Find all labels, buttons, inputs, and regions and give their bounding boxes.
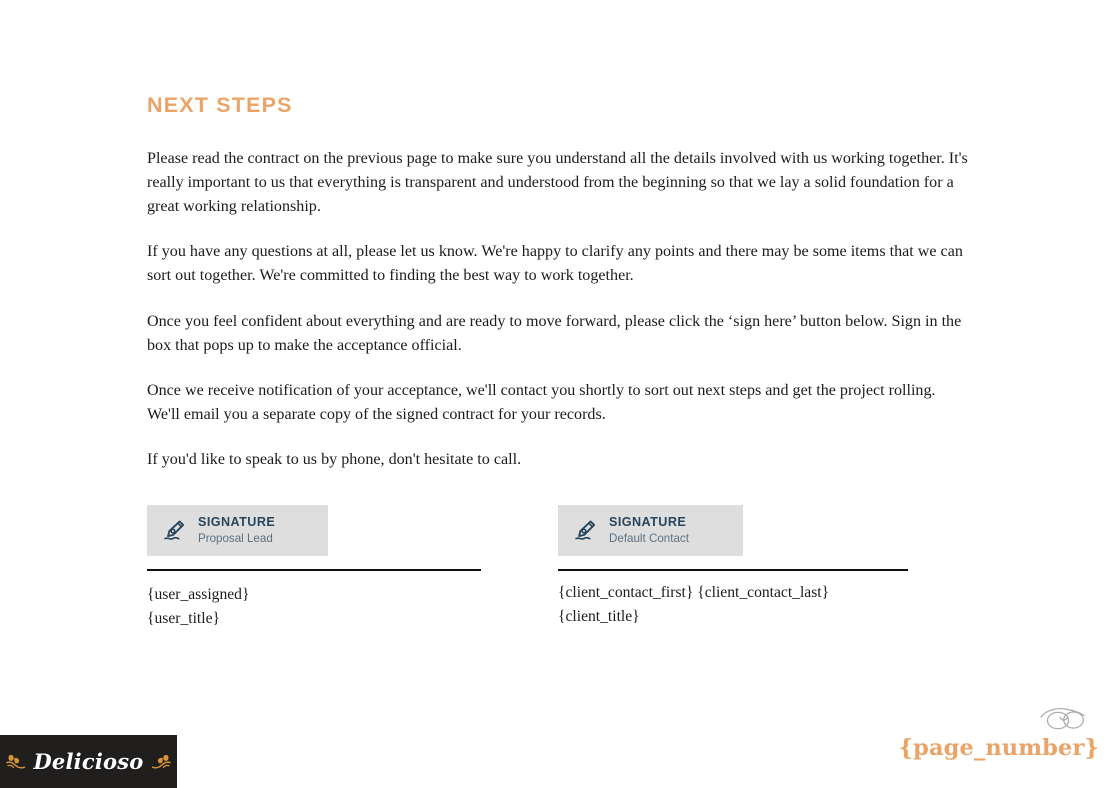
signature-role-label: Proposal Lead — [198, 532, 273, 545]
leaf-flourish-icon — [151, 753, 172, 770]
loops-flourish-icon — [889, 706, 1090, 732]
signature-button-text — [198, 515, 275, 546]
signature-area — [147, 505, 969, 635]
signature-button-label: SIGNATURE — [609, 515, 687, 529]
body-paragraph: Once we receive notification of your acceptance, we'll contact you shortly to sort out next steps and get the project rolling. We'll email you a separate copy of the signed contract for your records. — [147, 382, 936, 424]
signature-name-field: {client_contact_first} {client_contact_last} — [558, 584, 830, 601]
page-number-block — [889, 706, 1099, 760]
signature-pen-icon — [162, 518, 187, 543]
signature-block-default-contact — [558, 505, 908, 628]
page-content — [147, 94, 969, 473]
body-paragraph: If you have any questions at all, please let us know. We're happy to clarify any points and there may be some items that we can sort out together. We're committed to finding the best way to work together. — [147, 243, 963, 285]
signature-name-field: {user_assigned} — [147, 586, 250, 603]
signature-role-label: Default Contact — [609, 532, 689, 545]
signature-pen-icon — [573, 518, 598, 543]
signature-fields — [558, 581, 908, 628]
leaf-flourish-icon — [5, 753, 26, 770]
footer-logo-block — [0, 735, 177, 788]
sign-here-button-proposal-lead[interactable] — [147, 505, 328, 556]
page-number: {page_number} — [898, 735, 1099, 761]
signature-button-text — [609, 515, 689, 546]
signature-button-label: SIGNATURE — [198, 515, 276, 529]
footer-logo-text: Delicioso — [33, 749, 144, 774]
sign-here-button-default-contact[interactable] — [558, 505, 743, 556]
signature-rule — [147, 569, 481, 571]
signature-title-field: {client_title} — [558, 607, 640, 625]
signature-block-proposal-lead — [147, 505, 481, 630]
signature-title-field: {user_title} — [147, 609, 220, 627]
body-paragraph: If you'd like to speak to us by phone, don't hesitate to call. — [147, 451, 522, 469]
body-paragraph: Once you feel confident about everything and are ready to move forward, please click the ‘sign here’ button below. Sign in the box that pops up to make the acceptance official. — [147, 312, 962, 354]
signature-fields — [147, 583, 481, 630]
page-title: NEXT STEPS — [147, 93, 293, 117]
body-paragraph: Please read the contract on the previous page to make sure you understand all the details involved with us working together. It's really important to us that everything is transparent and understood from the beginning so that we lay a solid foundation for a great working relationship. — [147, 149, 968, 216]
signature-rule — [558, 569, 908, 571]
